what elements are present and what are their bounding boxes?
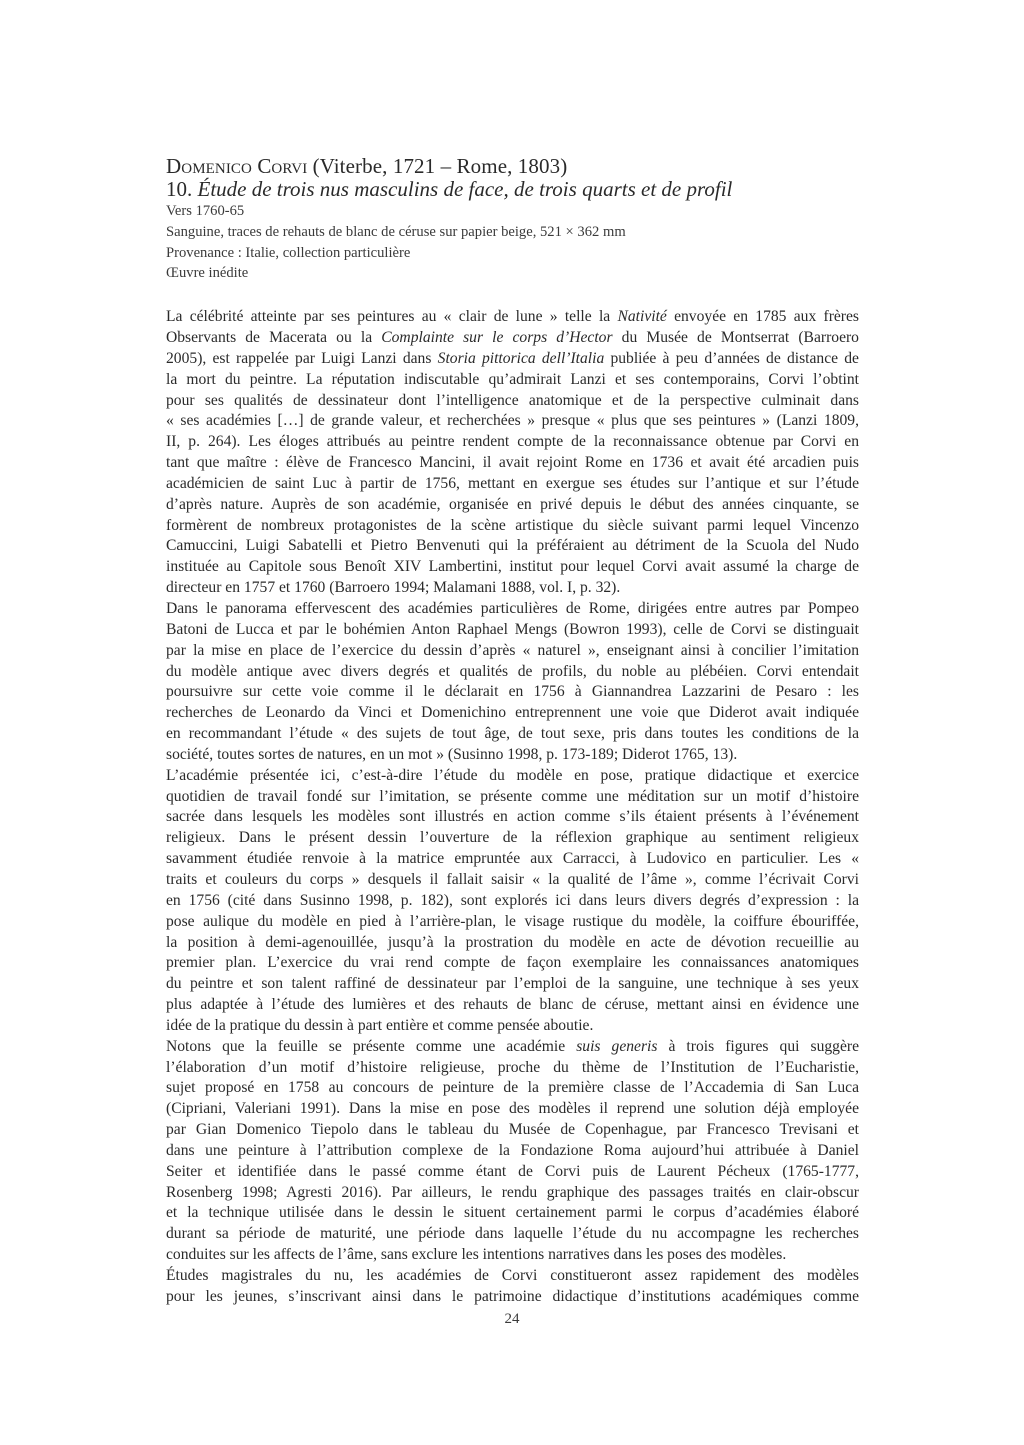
text-line: Seiter et identifiée dans le passé comme étant de Corvi puis de Laurent Pécheux (1765-1777, xyxy=(166,1162,859,1180)
text-line: L’académie présentée ici, c’est-à-dire l’étude du modèle en pose, pratique didactique et exercice xyxy=(166,766,859,784)
essay-paragraph xyxy=(166,1037,859,1266)
italic-title: Storia pittorica dell’Italia xyxy=(437,349,605,367)
work-title-heading xyxy=(166,178,859,201)
essay-paragraph xyxy=(166,307,859,599)
text-line: pose aulique du modèle en pied à l’arrière-plan, le visage rustique du modèle, la coiffure ébouriffée, xyxy=(166,912,859,930)
text-line: conduites sur les affects de l’âme, sans exclure les intentions narratives dans les poses des modèles. xyxy=(166,1246,787,1264)
artist-dates: (Viterbe, 1721 – Rome, 1803) xyxy=(307,154,568,178)
text-line: pour les jeunes, s’inscrivant ainsi dans le patrimoine didactique d’institutions académiques comme xyxy=(166,1287,859,1305)
text-line: et la technique utilisée dans le dessin le situent certainement parmi le corpus d’académies élaboré xyxy=(166,1204,859,1222)
text-line: quotidien de travail fondé sur l’imitation, se présente comme une méditation sur un motif d’histoire xyxy=(166,787,859,805)
text-line: instituée au Capitole sous Benoît XIV Lambertini, institut pour lequel Corvi avait assumé la charge de xyxy=(166,558,859,576)
work-date: Vers 1760-65 xyxy=(166,203,245,219)
text-line: idée de la pratique du dessin à part entière et comme pensée aboutie. xyxy=(166,1016,594,1034)
page-number: 24 xyxy=(504,1311,520,1327)
text-line: Observants de Macerata ou la Complainte sur le corps d’Hector du Musée de Montserrat (Barroero xyxy=(166,329,859,347)
artist-name: Domenico Corvi xyxy=(166,154,308,178)
text-line: Notons que la feuille se présente comme une académie suis generis à trois figures qui suggère xyxy=(166,1037,859,1055)
text-line: académicien de saint Luc à partir de 1756, mettant en exergue ses études sur l’antique et sur l’étude xyxy=(166,474,859,492)
italic-title: Nativité xyxy=(617,308,667,326)
text-line: traits et couleurs du corps » desquels il fallait saisir « la qualité de l’âme », comme l’écrivait Corvi xyxy=(166,870,859,888)
text-line: d’après nature. Auprès de son académie, organisée en privé depuis le début des années cinquante, se xyxy=(166,495,859,513)
text-line: plus adaptée à l’étude des lumières et des rehauts de blanc de céruse, mettant ainsi en évidence une xyxy=(166,996,859,1014)
text-line: du peintre et son talent raffiné de dessinateur par l’emploi de la sanguine, une technique à ses yeux xyxy=(166,975,859,993)
italic-title: Complainte sur le corps d’Hector xyxy=(381,329,613,347)
catalogue-page xyxy=(166,154,859,1308)
text-line: pour ses qualités de dessinateur dont l’intelligence anatomique et de la perspective culminait dans xyxy=(166,391,859,409)
text-line: société, toutes sortes de natures, en un mot » (Susinno 1998, p. 173-189; Diderot 1765, 13). xyxy=(166,745,738,763)
text-line: religieux. Dans le présent dessin l’ouverture de la réflexion graphique au sentiment religieux xyxy=(166,829,859,847)
text-line: II, p. 264). Les éloges attribués au peintre rendent compte de la reconnaissance obtenue par Corvi en xyxy=(166,433,859,451)
text-line: premier plan. L’exercice du vrai rend compte de façon exemplaire les connaissances anatomiques xyxy=(166,954,859,972)
text-line: 2005), est rappelée par Luigi Lanzi dans Storia pittorica dell’Italia publiée à peu d’années de distance de xyxy=(166,349,859,367)
text-line: en 1756 (cité dans Susinno 1998, p. 182), sont explorés ici dans leurs divers degrés d’expression : la xyxy=(166,891,859,909)
text-line: Batoni de Lucca et par le bohémien Anton Raphael Mengs (Bowron 1993), celle de Corvi se distinguait xyxy=(166,620,859,638)
text-line: sujet proposé en 1758 au concours de peinture de la première classe de l’Accademia di San Luca xyxy=(166,1079,859,1097)
essay-paragraph xyxy=(166,766,859,1037)
text-line: recherches de Leonardo da Vinci et Domenichino entreprennent une voie que Diderot avait indiquée xyxy=(166,704,859,722)
text-line: La célébrité atteinte par ses peintures au « clair de lune » telle la Nativité envoyée en 1785 aux frères xyxy=(166,308,859,326)
essay-body xyxy=(166,307,859,1308)
text-line: durant sa période de maturité, une période dans laquelle l’étude du nu accompagne les recherches xyxy=(166,1225,859,1243)
text-line: (Cipriani, Valeriani 1991). Dans la mise en pose des modèles il reprend une solution déjà employée xyxy=(166,1100,859,1118)
text-line: tant que maître : élève de Francesco Mancini, il avait rejoint Rome en 1736 et avait été arcadien puis xyxy=(166,454,859,472)
italic-title: suis generis xyxy=(576,1037,658,1055)
text-line: Camuccini, Luigi Sabatelli et Pietro Benvenuti qui la préféraient au détriment de la Scuola del Nudo xyxy=(166,537,859,555)
text-line: Études magistrales du nu, les académies de Corvi constitueront assez rapidement des modèles xyxy=(166,1267,859,1284)
text-line: Rosenberg 1998; Agresti 2016). Par ailleurs, le rendu graphique des passages traités en clair-obscur xyxy=(166,1183,859,1201)
text-line: Dans le panorama effervescent des académies particulières de Rome, dirigées entre autres par Pompeo xyxy=(166,600,859,617)
text-line: dans une peinture à l’attribution complexe de la Fondazione Roma aujourd’hui attribuée à Daniel xyxy=(166,1141,859,1159)
text-line: savamment étudiée renvoie à la matrice empruntée aux Carracci, à Ludovico en particulier. Les « xyxy=(166,850,859,868)
text-line: la position à demi-agenouillée, jusqu’à la prostration du modèle en acte de dévotion recueillie au xyxy=(166,933,859,951)
text-line: « ses académies […] de grande valeur, et recherchées » presque « plus que ses peintures » (Lanzi 1809, xyxy=(166,412,859,430)
text-line: directeur en 1757 et 1760 (Barroero 1994; Malamani 1888, vol. I, p. 32). xyxy=(166,579,621,597)
catalogue-number: 10. xyxy=(166,177,198,201)
artist-heading xyxy=(166,154,859,178)
text-line: poursuivre sur cette voie comme il le déclarait en 1756 à Giannandrea Lazzarini de Pesaro : les xyxy=(166,683,859,701)
text-line: l’élaboration d’un motif d’histoire religieuse, proche du thème de l’Institution de l’Eucharistie, xyxy=(166,1058,859,1076)
work-status: Œuvre inédite xyxy=(166,265,249,282)
text-line: en recommandant l’étude « des sujets de tout âge, de tout sexe, pris dans toutes les conditions de la xyxy=(166,725,859,743)
text-line: par la mise en place de l’exercice du dessin d’après « naturel », enseignant ainsi à concilier l’imitation xyxy=(166,641,859,659)
work-medium: Sanguine, traces de rehauts de blanc de céruse sur papier beige, 521 × 362 mm xyxy=(166,223,626,240)
essay-paragraph xyxy=(166,599,859,766)
text-line: la mort du peintre. La réputation indiscutable qu’admirait Lanzi et ses contemporains, Corvi l’obtint xyxy=(166,370,859,388)
text-line: du modèle antique avec divers degrés et qualités de profils, du noble au plébéien. Corvi entendait xyxy=(166,662,859,680)
essay-paragraph xyxy=(166,1266,859,1308)
text-line: par Gian Domenico Tiepolo dans le tableau du Musée de Copenhague, par Francesco Trevisani et xyxy=(166,1121,859,1139)
text-line: formèrent de nombreux protagonistes de la scène artistique du siècle suivant parmi lequel Vincenzo xyxy=(166,516,859,534)
work-title: Étude de trois nus masculins de face, de trois quarts et de profil xyxy=(197,177,733,201)
text-line: sacrée dans lesquels les modèles sont illustrés en action comme s’ils étaient présents à l’événement xyxy=(166,808,859,826)
work-provenance: Provenance : Italie, collection particulière xyxy=(166,244,411,261)
